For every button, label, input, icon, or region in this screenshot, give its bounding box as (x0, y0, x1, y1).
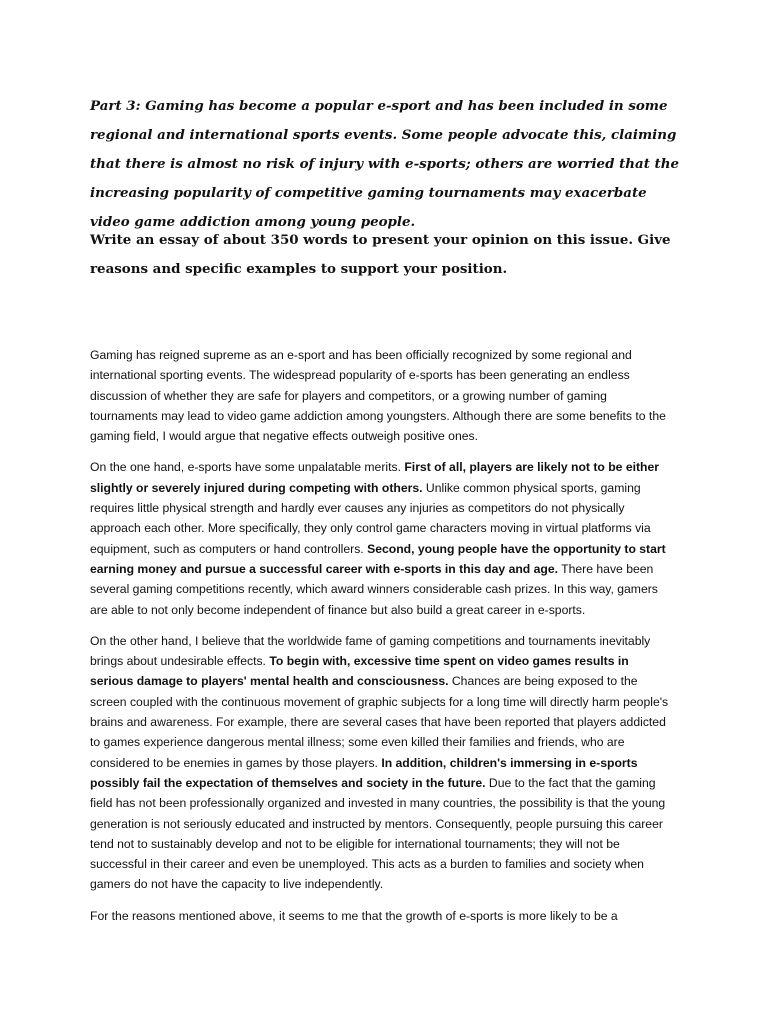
paragraph-text: On the one hand, e-sports have some unpalatable merits. (90, 460, 405, 475)
topic-sentence: To begin with, excessive time spent on video games results in serious damage to players' mental health and consciousness. (90, 654, 629, 689)
essay-paragraph-introduction: Gaming has reigned supreme as an e-sport and has been officially recognized by some regional and international sporting events. The widespread popularity of e-sports has been generating an endless discussion of whether they are safe for players and competitors, or a growing number of gaming tournaments may lead to video game addiction among youngsters. Although there are some benefits to the gaming field, I would argue that negative effects outweigh positive ones. (90, 348, 666, 444)
paragraph-text: On the other hand, I believe that the worldwide fame of gaming competitions and tournaments inevitably brings about undesirable effects. (90, 633, 651, 669)
essay-paragraph-conclusion: For the reasons mentioned above, it seems to me that the growth of e-sports is more likely to be a (90, 908, 618, 923)
topic-sentence: First of all, players are likely not to be either slightly or severely injured during competing with others. (90, 460, 660, 495)
paragraph-text: There have been several gaming competitions recently, which award winners considerable cash prizes. In this way, gamers are able to not only become independent of finance but also build a great career in e-sports. (90, 561, 658, 617)
paragraph-text: Chances are being exposed to the screen coupled with the continuous movement of graphic subjects for a long time will directly harm people's brains and awareness. For example, there are several cases that have been reported that players addicted to games experience dangerous mental illness; some even killed their families and friends, who are considered to be enemies in games by those players. (90, 674, 669, 770)
essay-paragraph-drawbacks (90, 631, 670, 895)
topic-sentence: In addition, children's immersing in e-sports possibly fail the expectation of themselves and society in the future. (90, 755, 638, 790)
essay-paragraph-benefits (90, 457, 670, 619)
essay-instruction: Write an essay of about 350 words to present your opinion on this issue. Give reasons and specific examples to support your position. (90, 232, 671, 277)
essay-prompt: Part 3: Gaming has become a popular e-sport and has been included in some regional and international sports events. Some people advocate this, claiming that there is almost no risk of injury with e-sports; others are worried that the increasing popularity of competitive gaming tournaments may exacerbate video game addiction among young people. (90, 98, 679, 230)
paragraph-text: Due to the fact that the gaming field has not been professionally organized and invested in many countries, the possibility is that the young generation is not seriously educated and instructed by mentors. Consequently, people pursuing this career tend not to sustainably develop and not to be eligible for international tournaments; they will not be successful in their career and even be unemployed. This acts as a burden to families and society when gamers do not have the capacity to live independently. (90, 775, 666, 892)
essay-body (90, 345, 670, 937)
topic-sentence: Second, young people have the opportunity to start earning money and pursue a successful career with e-sports in this day and age. (90, 541, 666, 576)
paragraph-text: Unlike common physical sports, gaming requires little physical strength and hardly ever causes any injuries as competitors do not physically approach each other. More specifically, they only control game characters moving in virtual platforms via equipment, such as computers or hand controllers. (90, 480, 651, 556)
